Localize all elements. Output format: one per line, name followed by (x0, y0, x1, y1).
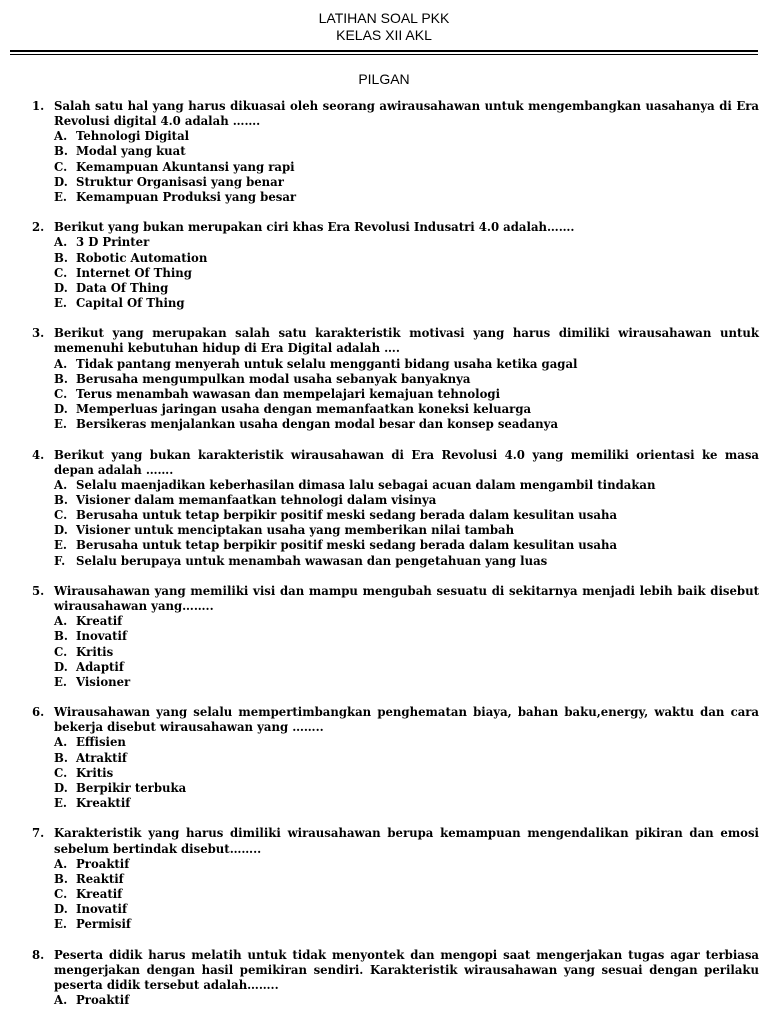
option-text: Visioner dalam memanfaatkan tehnologi dalam visinya (76, 493, 437, 508)
question-number: 5. (32, 583, 45, 598)
question-number: 8. (32, 947, 45, 962)
answer-option (54, 554, 759, 569)
option-text: Kritis (76, 644, 114, 659)
option-text: Kritis (76, 765, 114, 780)
option-text: Robotic Automation (76, 250, 208, 265)
answer-option (54, 235, 759, 250)
option-text: Tidak pantang menyerah untuk selalu mengganti bidang usaha ketika gagal (76, 356, 578, 371)
answer-option (54, 508, 759, 523)
answer-option (54, 129, 759, 144)
option-letter: D. (54, 523, 68, 538)
question-item (32, 99, 759, 205)
option-text: Selalu berupaya untuk menambah wawasan dan pengetahuan yang luas (76, 553, 548, 568)
option-letter: A. (54, 614, 68, 629)
option-text: Kreaktif (76, 796, 131, 811)
answer-option (54, 357, 759, 372)
option-list (54, 129, 759, 205)
answer-option (54, 735, 759, 750)
option-text: Berusaha untuk tetap berpikir positif meski sedang berada dalam kesulitan usaha (76, 508, 618, 523)
question-text: Wirausahawan yang selalu mempertimbangkan penghematan biaya, bahan baku,energy, waktu dan cara bekerja disebut wirausahawan yang …….. (54, 705, 759, 735)
option-letter: D. (54, 659, 68, 674)
option-letter: E. (54, 674, 67, 689)
option-text: Proaktif (76, 993, 130, 1008)
section-title: PILGAN (358, 71, 410, 87)
option-text: Inovatif (76, 902, 127, 917)
answer-option (54, 251, 759, 266)
document-header (0, 10, 768, 44)
answer-option (54, 175, 759, 190)
answer-option (54, 917, 759, 932)
option-letter: B. (54, 629, 68, 644)
option-text: 3 D Printer (76, 235, 150, 250)
option-text: Proaktif (76, 856, 130, 871)
option-letter: C. (54, 508, 68, 523)
option-text: Atraktif (76, 750, 127, 765)
option-letter: A. (54, 235, 68, 250)
option-letter: C. (54, 265, 68, 280)
option-text: Capital Of Thing (76, 296, 185, 311)
question-text: Salah satu hal yang harus dikuasai oleh seorang awirausahawan untuk mengembangkan uasahanya di Era Revolusi digital 4.0 adalah ……. (54, 99, 759, 129)
question-number: 1. (32, 99, 45, 113)
answer-option (54, 266, 759, 281)
option-text: Memperluas jaringan usaha dengan memanfaatkan koneksi keluarga (76, 402, 532, 417)
option-text: Berusaha mengumpulkan modal usaha sebanyak banyaknya (76, 371, 471, 386)
option-text: Berpikir terbuka (76, 780, 187, 795)
question-number: 4. (32, 447, 45, 462)
question-item (32, 448, 759, 569)
answer-option (54, 160, 759, 175)
option-text: Data Of Thing (76, 280, 169, 295)
option-list (54, 235, 759, 311)
option-text: Struktur Organisasi yang benar (76, 174, 284, 189)
option-letter: B. (54, 371, 68, 386)
option-text: Modal yang kuat (76, 144, 186, 159)
answer-option (54, 796, 759, 811)
question-number: 2. (32, 220, 45, 235)
option-text: Tehnologi Digital (76, 129, 190, 144)
option-letter: A. (54, 356, 68, 371)
option-letter: C. (54, 159, 68, 174)
option-text: Permisif (76, 917, 131, 932)
question-list (32, 99, 759, 1023)
option-letter: B. (54, 871, 68, 886)
option-text: Kemampuan Akuntansi yang rapi (76, 159, 295, 174)
answer-option (54, 629, 759, 644)
option-list (54, 357, 759, 433)
option-text: Effisien (76, 735, 126, 750)
question-text: Wirausahawan yang memiliki visi dan mampu mengubah sesuatu di sekitarnya menjadi lebih baik disebut wirausahawan yang…….. (54, 583, 759, 614)
option-letter: D. (54, 780, 68, 795)
question-item (32, 220, 759, 311)
question-number: 3. (32, 326, 45, 341)
answer-option (54, 660, 759, 675)
answer-option (54, 281, 759, 296)
question-item (32, 584, 759, 690)
answer-option (54, 296, 759, 311)
answer-option (54, 902, 759, 917)
option-text: Selalu maenjadikan keberhasilan dimasa lalu sebagai acuan dalam mengambil tindakan (76, 477, 656, 492)
question-text: Berikut yang bukan karakteristik wirausahawan di Era Revolusi 4.0 yang memiliki orientasi ke masa depan adalah ……. (54, 447, 759, 477)
option-letter: B. (54, 250, 68, 265)
option-text: Internet Of Thing (76, 265, 192, 280)
question-number: 6. (32, 705, 45, 720)
option-letter: E. (54, 189, 67, 204)
answer-option (54, 372, 759, 387)
option-letter: D. (54, 402, 68, 417)
option-letter: D. (54, 280, 68, 295)
answer-option (54, 523, 759, 538)
option-letter: E. (54, 796, 67, 811)
option-text: Visioner (76, 674, 131, 689)
option-letter: B. (54, 750, 68, 765)
question-text: Peserta didik harus melatih untuk tidak menyontek dan mengopi saat mengerjakan tugas agar terbiasa mengerjakan dengan hasil pemikiran sendiri. Karakteristik wirausahawan yang sesuai dengan perilaku peserta didik tersebut adalah…….. (54, 947, 759, 992)
option-letter: C. (54, 644, 68, 659)
option-text: Reaktif (76, 871, 124, 886)
option-letter: A. (54, 129, 68, 144)
option-text: Kreatif (76, 887, 123, 902)
question-text: Karakteristik yang harus dimiliki wirausahawan berupa kemampuan mengendalikan pikiran dan emosi sebelum bertindak disebut…….. (54, 826, 759, 856)
question-number: 7. (32, 826, 45, 841)
option-letter: A. (54, 993, 68, 1008)
question-text: Berikut yang merupakan salah satu karakteristik motivasi yang harus dimiliki wirausahawan untuk memenuhi kebutuhan hidup di Era Digital adalah …. (54, 326, 759, 356)
answer-option (54, 493, 759, 508)
option-text: Kreatif (76, 614, 123, 629)
answer-option (54, 387, 759, 402)
option-list (54, 993, 759, 1008)
option-list (54, 614, 759, 690)
question-item (32, 826, 759, 932)
answer-option (54, 402, 759, 417)
option-text: Adaptif (76, 659, 124, 674)
question-text: Berikut yang bukan merupakan ciri khas Era Revolusi Indusatri 4.0 adalah……. (54, 220, 575, 235)
option-text: Terus menambah wawasan dan mempelajari kemajuan tehnologi (76, 386, 501, 401)
option-letter: C. (54, 765, 68, 780)
answer-option (54, 538, 759, 553)
option-letter: D. (54, 174, 68, 189)
option-text: Berusaha untuk tetap berpikir positif meski sedang berada dalam kesulitan usaha (76, 538, 618, 553)
option-letter: C. (54, 386, 68, 401)
option-letter: E. (54, 917, 67, 932)
question-item (32, 705, 759, 811)
answer-option (54, 144, 759, 159)
option-text: Inovatif (76, 629, 127, 644)
option-text: Kemampuan Produksi yang besar (76, 189, 297, 204)
answer-option (54, 675, 759, 690)
option-list (54, 857, 759, 933)
answer-option (54, 645, 759, 660)
option-letter: B. (54, 493, 68, 508)
option-list (54, 478, 759, 569)
answer-option (54, 993, 759, 1008)
option-letter: E. (54, 296, 67, 311)
option-letter: A. (54, 735, 68, 750)
option-letter: A. (54, 477, 68, 492)
answer-option (54, 872, 759, 887)
question-item (32, 326, 759, 432)
option-letter: C. (54, 887, 68, 902)
answer-option (54, 478, 759, 493)
question-item (32, 948, 759, 1009)
answer-option (54, 614, 759, 629)
header-divider (10, 50, 758, 55)
answer-option (54, 857, 759, 872)
answer-option (54, 751, 759, 766)
option-letter: A. (54, 856, 68, 871)
document-title: LATIHAN SOAL PKK (318, 10, 450, 26)
option-list (54, 735, 759, 811)
option-text: Visioner untuk menciptakan usaha yang memberikan nilai tambah (76, 523, 515, 538)
option-letter: E. (54, 538, 67, 553)
option-letter: E. (54, 417, 67, 432)
option-letter: F. (54, 553, 66, 568)
answer-option (54, 417, 759, 432)
answer-option (54, 190, 759, 205)
option-letter: B. (54, 144, 68, 159)
document-subtitle: KELAS XII AKL (336, 27, 432, 43)
answer-option (54, 781, 759, 796)
option-text: Bersikeras menjalankan usaha dengan modal besar dan konsep seadanya (76, 417, 559, 432)
answer-option (54, 887, 759, 902)
option-letter: D. (54, 902, 68, 917)
answer-option (54, 766, 759, 781)
